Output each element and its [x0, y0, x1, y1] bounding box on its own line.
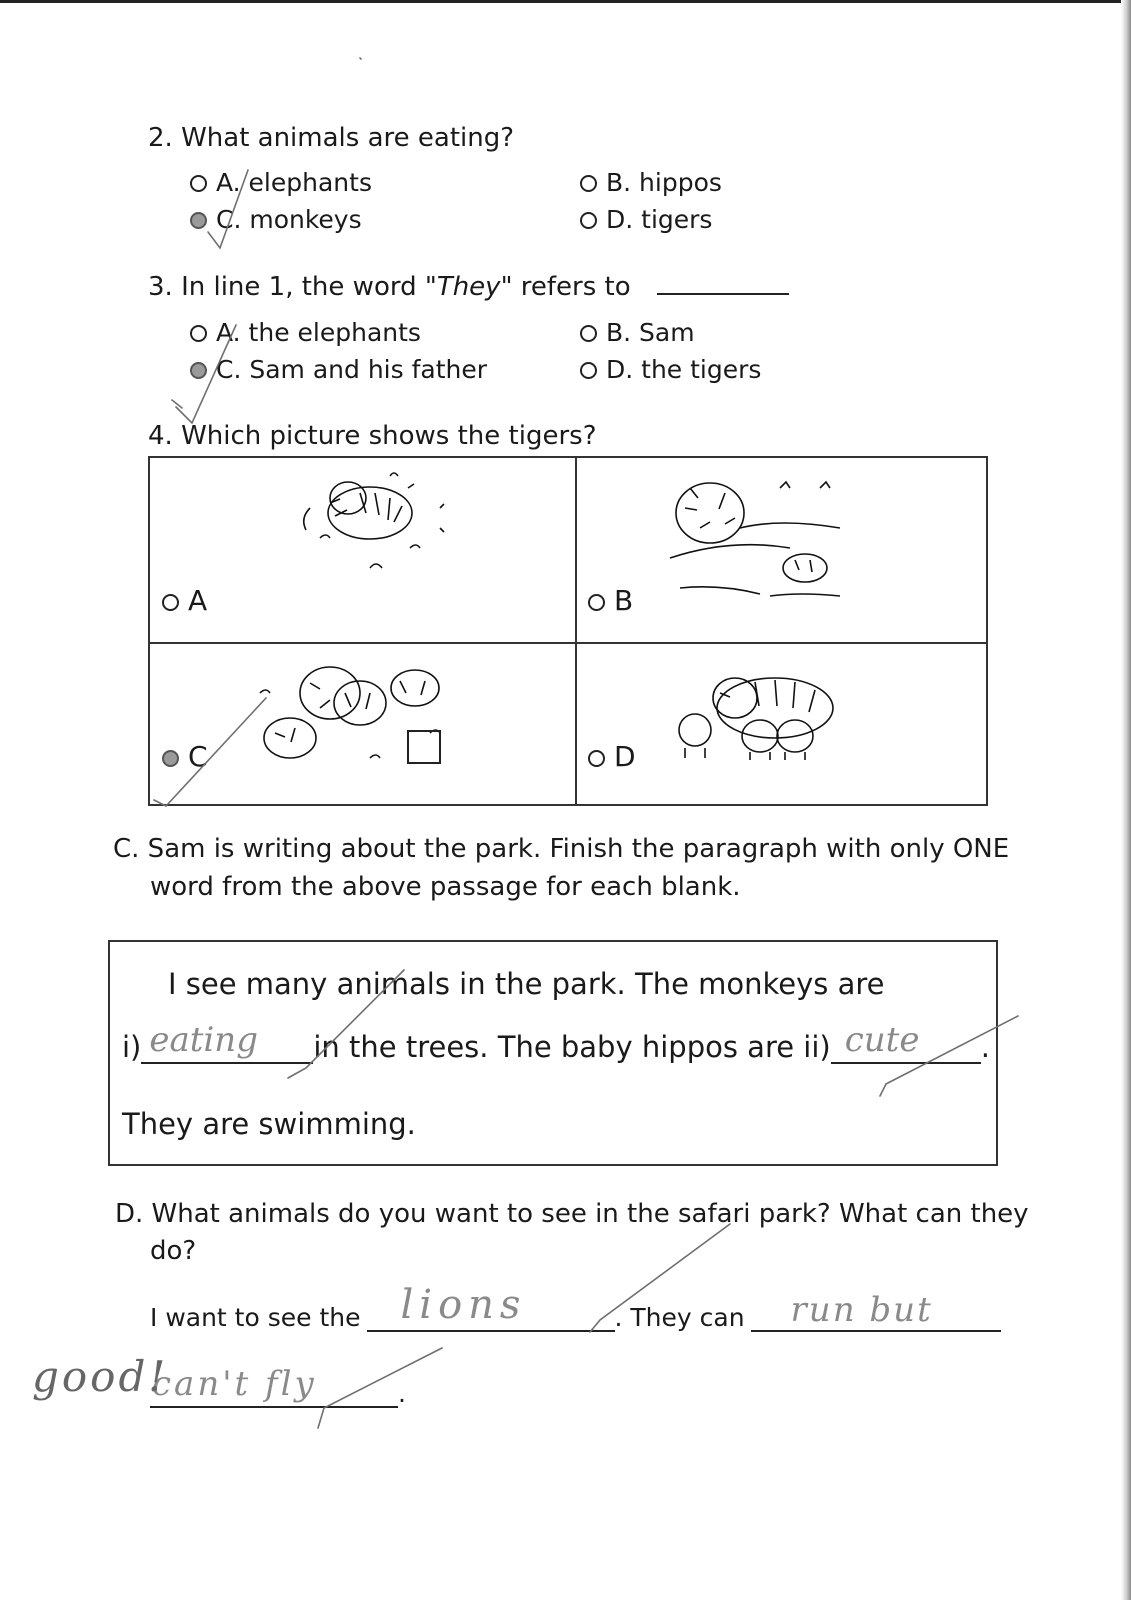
checkmark-icon: [880, 1016, 1018, 1096]
teacher-comment: good!: [32, 1352, 169, 1401]
q3-question-post: " refers to: [500, 272, 631, 302]
choice-label: D: [614, 740, 636, 773]
end-punctuation: .: [980, 1030, 990, 1064]
section-d-question-line1: D. What animals do you want to see in the safari park? What can they: [115, 1199, 1029, 1229]
option-label: A. the elephants: [216, 318, 421, 347]
section-c-instruction-line2: word from the above passage for each blank.: [150, 872, 741, 902]
checkmark-icon: [288, 970, 404, 1078]
option-label: D. tigers: [606, 205, 713, 234]
blank1-prefix: i): [122, 1030, 142, 1064]
choice-label: A: [188, 584, 208, 617]
section-c-instruction-line1: C. Sam is writing about the park. Finish the paragraph with only ONE: [113, 834, 1010, 864]
checkmark-icon: [208, 170, 248, 248]
q2-question: 2. What animals are eating?: [148, 123, 515, 153]
q3-question-em: They: [436, 272, 501, 302]
checkmark-icon: [176, 325, 236, 423]
choice-label: B: [614, 584, 634, 617]
section-d-question-line2: do?: [150, 1236, 197, 1266]
paragraph-line3: They are swimming.: [122, 1107, 416, 1141]
q4-question: 4. Which picture shows the tigers?: [148, 421, 597, 451]
checkmark-icon: [590, 1224, 730, 1332]
paragraph-middle-text: in the trees. The baby hippos are ii): [313, 1030, 831, 1064]
handwritten-answer-lions: lions: [400, 1282, 527, 1328]
option-label: B. hippos: [606, 168, 722, 197]
option-label: D. the tigers: [606, 355, 762, 384]
choice-label: C: [188, 740, 208, 773]
answer-prefix: I want to see the: [150, 1303, 361, 1332]
option-label: C. monkeys: [216, 205, 362, 234]
handwritten-answer-cant-fly: can't fly: [152, 1364, 317, 1404]
option-label: B. Sam: [606, 318, 695, 347]
option-label: C. Sam and his father: [216, 355, 488, 384]
q3-question-pre: 3. In line 1, the word ": [148, 272, 437, 302]
handwritten-answer-1: eating: [149, 1020, 258, 1060]
answer-middle: . They can: [614, 1303, 745, 1332]
checkmark-icon: [154, 698, 266, 806]
option-label: A. elephants: [216, 168, 372, 197]
checkmark-icon: [360, 58, 361, 59]
handwritten-answer-2: cute: [844, 1020, 920, 1060]
checkmark-icon: [172, 400, 182, 408]
end-punctuation: .: [398, 1379, 406, 1408]
handwritten-answer-run-but: run but: [790, 1290, 933, 1330]
paragraph-line1: I see many animals in the park. The monkeys are: [168, 967, 885, 1001]
checkmark-icon: [318, 1348, 442, 1428]
